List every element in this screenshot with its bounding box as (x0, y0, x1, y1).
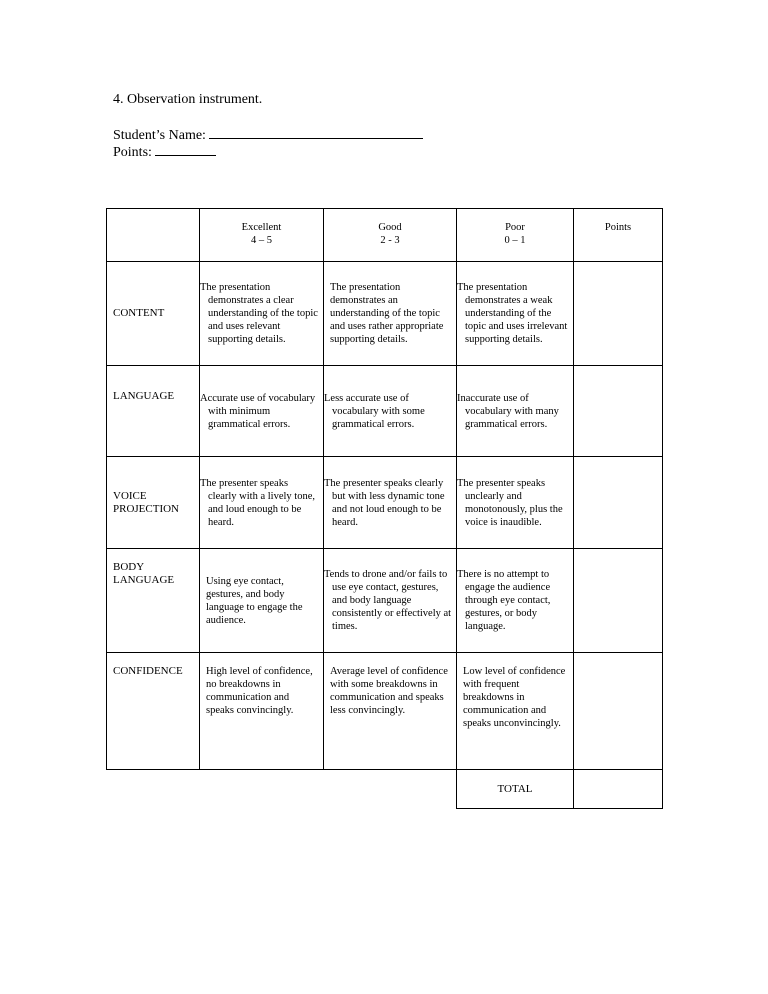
confidence-good-cell: Average level of confidence with some breakdowns in communication and speaks less convincingly. (324, 653, 457, 770)
confidence-excellent-cell: High level of confidence, no breakdowns in communication and speaks convincingly. (200, 653, 324, 770)
table-row (107, 549, 663, 653)
header-excellent (200, 209, 324, 262)
criterion-body-language: BODY LANGUAGE (107, 549, 200, 653)
total-empty-cell (324, 770, 457, 809)
voice-excellent-cell: The presenter speaks clearly with a lively tone, and loud enough to be heard. (200, 457, 324, 549)
total-empty-cell (200, 770, 324, 809)
header-good-label: Good (378, 222, 402, 233)
header-poor-range: 0 – 1 (504, 235, 526, 246)
language-poor-cell: Inaccurate use of vocabulary with many grammatical errors. (457, 366, 574, 457)
content-points-cell[interactable] (574, 262, 663, 366)
total-points-cell[interactable] (574, 770, 663, 809)
language-good-cell: Less accurate use of vocabulary with some grammatical errors. (324, 366, 457, 457)
table-row (107, 457, 663, 549)
table-row (107, 262, 663, 366)
header-row (107, 209, 663, 262)
header-good-range: 2 - 3 (380, 235, 400, 246)
points-line (113, 143, 216, 161)
table-row (107, 653, 663, 770)
header-poor-label: Poor (505, 222, 525, 233)
language-points-cell[interactable] (574, 366, 663, 457)
header-points (574, 209, 663, 262)
header-empty-cell (107, 209, 200, 262)
header-excellent-label: Excellent (241, 222, 282, 233)
content-good-cell: The presentation demonstrates an understanding of the topic and uses rather appropriate supporting details. (324, 262, 457, 366)
header-excellent-range: 4 – 5 (251, 235, 272, 246)
table-row (107, 366, 663, 457)
header-points-label: Points (604, 222, 632, 233)
criterion-language: LANGUAGE (107, 366, 200, 457)
total-row (107, 770, 663, 809)
confidence-poor-cell: Low level of confidence with frequent breakdowns in communication and speaks unconvincingly. (457, 653, 574, 770)
points-blank (155, 143, 216, 156)
content-poor-cell: The presentation demonstrates a weak understanding of the topic and uses irrelevant supporting details. (457, 262, 574, 366)
total-empty-cell (107, 770, 200, 809)
criterion-voice-projection: VOICE PROJECTION (107, 457, 200, 549)
body-excellent-cell: Using eye contact, gestures, and body language to engage the audience. (200, 549, 324, 653)
body-poor-cell: There is no attempt to engage the audience through eye contact, gestures, or body language. (457, 549, 574, 653)
body-points-cell[interactable] (574, 549, 663, 653)
content-excellent-cell: The presentation demonstrates a clear understanding of the topic and uses relevant supporting details. (200, 262, 324, 366)
voice-poor-cell: The presenter speaks unclearly and monotonously, plus the voice is inaudible. (457, 457, 574, 549)
student-name-line (113, 126, 423, 144)
language-excellent-cell: Accurate use of vocabulary with minimum grammatical errors. (200, 366, 324, 457)
confidence-points-cell[interactable] (574, 653, 663, 770)
student-name-label: Student’s Name: (113, 128, 206, 143)
rubric-table (106, 208, 663, 809)
header-good (324, 209, 457, 262)
voice-good-cell: The presenter speaks clearly but with less dynamic tone and not loud enough to be heard. (324, 457, 457, 549)
total-label: TOTAL (457, 770, 574, 809)
points-label: Points: (113, 145, 152, 160)
criterion-content: CONTENT (107, 262, 200, 366)
voice-points-cell[interactable] (574, 457, 663, 549)
header-poor (457, 209, 574, 262)
student-name-blank (209, 126, 423, 139)
document-heading: 4. Observation instrument. (113, 92, 263, 107)
criterion-confidence: CONFIDENCE (107, 653, 200, 770)
body-good-cell: Tends to drone and/or fails to use eye contact, gestures, and body language consistently or effectively at times. (324, 549, 457, 653)
